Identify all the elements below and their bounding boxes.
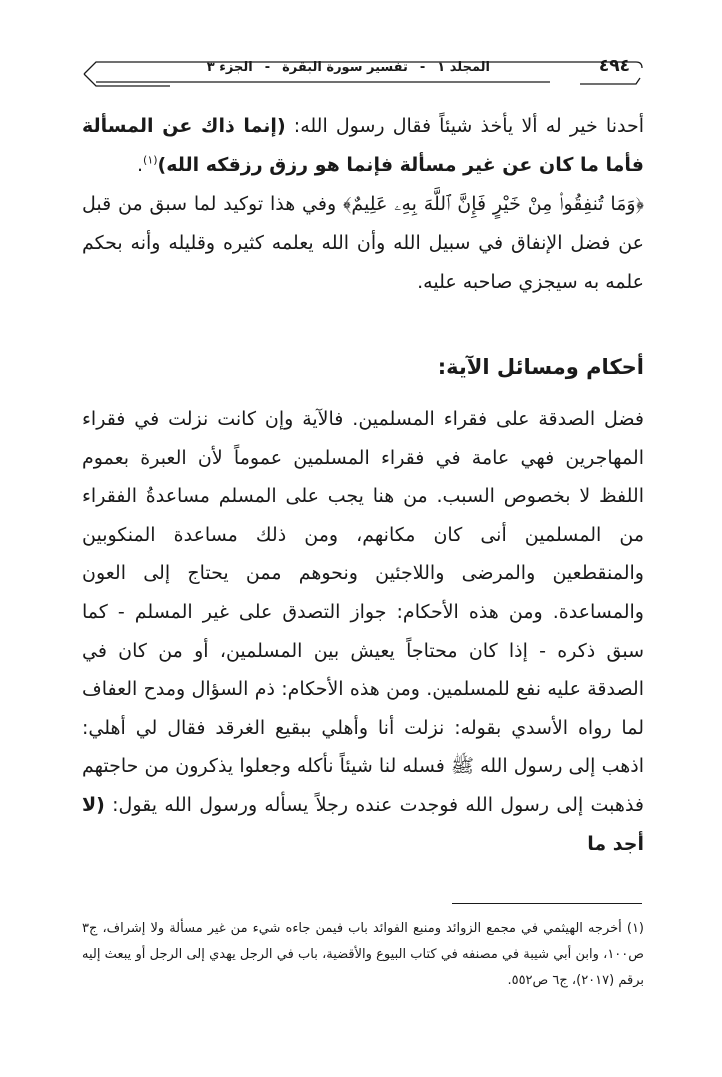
intro-paragraph	[82, 107, 644, 185]
verse-commentary: وفي هذا توكيد لما سبق من قبل عن فضل الإنفاق في سبيل الله وأن الله يعلمه كثيره وقليله وأنه بحكم علمه به سيجزي صاحبه عليه.	[82, 193, 644, 293]
section-paragraph	[82, 400, 644, 863]
quran-verse: ﴿وَمَا تُنفِقُوا۟ مِنْ خَيْرٍ فَإِنَّ ٱللَّهَ بِهِۦ عَلِيمٌ﴾	[343, 193, 644, 215]
page-header	[80, 54, 646, 94]
intro-end-punctuation: .	[136, 154, 144, 176]
running-head-title: تفسير سورة البقرة	[282, 60, 408, 75]
hadith-quote-start: (لا أجد ما	[82, 793, 644, 855]
footnote-reference[interactable]: (١)	[143, 153, 158, 167]
page-number: ٤٩٤	[598, 56, 630, 76]
footnote	[82, 916, 644, 994]
hadith-quote: (إنما ذاك عن المسألة فأما ما كان عن غير مسألة فإنما هو رزق رزقكه الله)	[82, 115, 644, 176]
running-head-separator: -	[264, 60, 271, 75]
footnote-text: (١) أخرجه الهيثمي في مجمع الزوائد ومنبع الفوائد باب فيمن جاءه شيء من غير مسألة ولا إشراف، ج٣ ص١٠٠، وابن أبي شيبة في مصنفه في كتاب البيوع والأقضية، باب في الرجل يهدي إلى الرجل أو يبعث إليه برقم (٢٠١٧)، ج٦ ص٥٥٢.	[82, 921, 644, 988]
section-heading: أحكام ومسائل الآية:	[437, 355, 644, 379]
intro-text	[82, 107, 644, 302]
running-head	[201, 60, 496, 75]
section-paragraph-text: فضل الصدقة على فقراء المسلمين. فالآية وإن كانت نزلت في فقراء المهاجرين فهي عامة في فقراء المسلمين عموماً لأن العبرة بعموم اللفظ لا بخصوص السبب. من هنا يجب على المسلم مساعدةُ الفقراء من المسلمين أنى كان مكانهم، ومن ذلك مساعدة المنكوبين والمنقطعين والمرضى واللاجئين ونحوهم ممن يحتاج إلى العون والمساعدة. ومن هذه الأحكام: جواز التصدق على غير المسلم - كما سبق ذكره - إذا كان محتاجاً يعيش بين المسلمين، أو من كان في الصدقة عليه نفع للمسلمين. ومن هذه الأحكام: ذم السؤال ومدح العفاف لما رواه الأسدي بقوله: نزلت أنا وأهلي ببقيع الغرقد فقال لي أهلي: اذهب إلى رسول الله ﷺ فسله لنا شيئاً نأكله وجعلوا يذكرون من حاجتهم فذهبت إلى رسول الله فوجدت عنده رجلاً يسأله ورسول الله يقول:	[82, 408, 644, 816]
running-head-volume: المجلد ١	[437, 60, 490, 75]
section-body	[82, 400, 644, 863]
footnote-divider	[452, 903, 642, 904]
verse-paragraph	[82, 185, 644, 302]
running-head-part: الجزء ٣	[206, 60, 253, 75]
running-head-separator: -	[419, 60, 426, 75]
intro-plain-text: أحدنا خير له ألا يأخذ شيئاً فقال رسول الله:	[285, 115, 645, 137]
